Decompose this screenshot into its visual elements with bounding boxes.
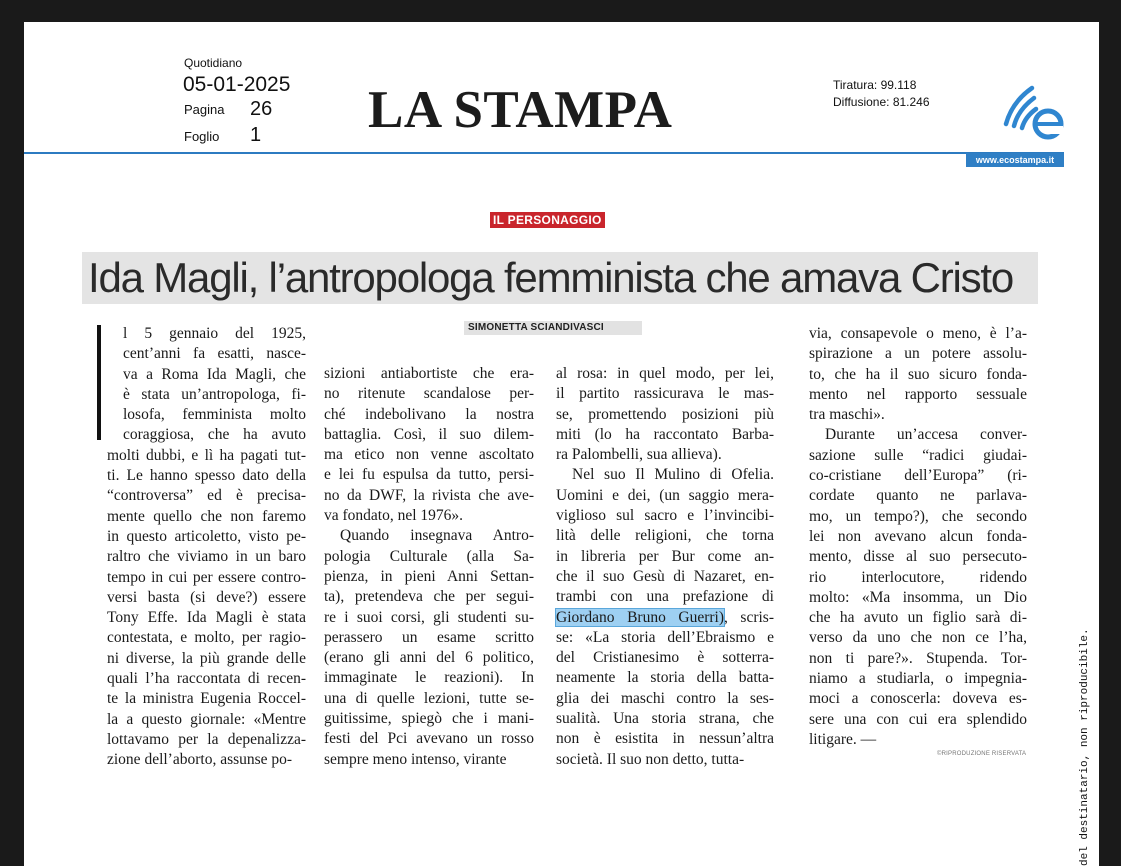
article-line: quali l’ha raccontata di recen- [107,670,306,688]
diffusione: Diffusione: 81.246 [833,95,930,109]
article-line: Tony Effe. Ida Magli è stata [107,609,306,627]
article-line: al rosa: in quel modo, per lei, [556,365,774,382]
article-line: via, consapevole o meno, è l’a- [809,325,1027,342]
vertical-notice: del destinatario, non riproducibile. [1079,628,1091,866]
article-line: contestata, e molto, per ragio- [107,629,306,647]
highlighted-name: Giordano Bruno Guerri) [556,608,724,626]
article-line: l 5 gennaio del 1925, [123,325,306,342]
article-line: del Cristianesimo è sotterra- [556,649,774,667]
article-line: Nel suo Il Mulino di Ofelia. [572,466,774,484]
article-line: rio interlocutore, ridendo [809,568,1027,586]
article-line: è stata un’antropologa, fi- [123,385,306,403]
article-headline: Ida Magli, l’antropologa femminista che amava Cristo [82,252,1038,304]
article-line: se, promettendo posizioni più [556,405,774,423]
article-line: te la ministra Eugenia Roccel- [107,690,306,708]
masthead: LA STAMPA [368,81,673,139]
article-line: neamente la storia della batta- [556,669,774,687]
article-column-4 [809,324,1027,750]
article-line: spirazione a un potere assolu- [809,345,1027,363]
article-line: Uomini e dei, (un saggio mera- [556,486,774,504]
article-line: lottavamo per la depenalizza- [107,730,306,748]
quotidiano-label: Quotidiano [184,56,243,70]
article-column-2 [324,364,534,770]
article-line: cordate quanto ne parlava- [809,487,1027,505]
article-line: litigare. — [809,730,877,748]
article-line: va a Roma Ida Magli, che [123,365,306,383]
pagina-label: Pagina [184,102,225,117]
article-byline: SIMONETTA SCIANDIVASCI [468,322,604,333]
article-line: società. Il suo non detto, tutta- [556,750,745,768]
article-line: viglioso sul sacro e l’invincibi- [556,507,774,525]
article-line: no da DWF, la rivista che ave- [324,486,534,504]
ecostampa-logo-icon [1002,80,1068,142]
article-line: niamo a studiarla, o impegnia- [809,670,1027,688]
article-line: che ha avuto un figlio sarà di- [809,609,1027,627]
article-line: ni diverse, la più grande delle [107,649,306,667]
article-line: glia dei maschi contro la ses- [556,689,774,707]
article-line: se: «La storia dell’Ebraismo e [556,628,774,646]
article-line: Durante un’accesa conver- [825,426,1027,444]
article-line: co-cristiane dell’Europa” (ri- [809,467,1027,485]
article-line: Quando insegnava Antro- [340,527,534,545]
article-line: molto: «Ma insomma, un Dio [809,588,1027,606]
article-line: tempo in cui per essere contro- [107,568,306,586]
article-line: cent’anni fa esatti, nasce- [123,345,306,363]
article-line: trambi con una prefazione di [556,588,774,606]
article-line: ra Palombelli, sua allieva). [556,446,722,464]
ecostampa-url: www.ecostampa.it [966,153,1064,167]
pagina-number: 26 [250,98,273,120]
article-line: ma etico non venne ascoltato [324,446,534,464]
article-line: una di quelle lezioni, tutte se- [324,689,534,707]
article-line: il partito rassicurava le mas- [556,385,774,403]
article-line: sizioni antiabortiste che era- [324,365,534,382]
article-line: moci a conoscerla: doveva es- [809,690,1027,708]
article-line: pologia Culturale (alla Sa- [324,547,534,565]
foglio-number: 1 [250,124,262,146]
article-line: versi basta (si deve?) essere [107,588,306,606]
foglio-label: Foglio [184,129,220,144]
article-line: va fondato, nel 1976». [324,507,464,525]
article-line: tra maschi». [809,406,885,424]
article-line: ti. Le hanno spesso dato della [107,467,306,485]
article-line: zione dell’aborto, assunse po- [107,751,293,769]
article-line: in libreria per Bur come an- [556,547,774,565]
article-line: pienza, in pieni Anni Settan- [324,567,534,585]
article-line: Giordano Bruno Guerri), scris- [556,608,774,626]
article-line: battaglia. Così, il suo dilem- [324,425,534,443]
header-rule [24,152,1064,154]
article-line: non ti pare?». Stupenda. Tor- [809,649,1027,667]
article-line: miti (lo ha raccontato Barba- [556,425,774,443]
article-line: mo, un tempo?), che secondo [809,507,1027,525]
article-line: to, che ha il suo sicuro fonda- [809,365,1027,383]
section-kicker: IL PERSONAGGIO [490,212,605,228]
article-line: sualità. Una storia strana, che [556,710,774,728]
article-line: coraggiosa, che ha avuto [123,426,306,444]
issue-date: 05-01-2025 [183,73,291,96]
article-line: no ritenute scandalose per- [324,385,534,403]
article-line: ta), pretendeva che per segui- [324,588,534,606]
article-line: raltro che viviamo in un baro [107,548,306,566]
article-line: lità delle religioni, che torna [556,527,774,545]
article-line: non è esistita in nessun’altra [556,730,774,748]
article-line: e lei fu espulsa da tutto, persi- [324,466,534,484]
article-line: mento, disse al suo persecuto- [809,548,1027,566]
article-column-3 [556,364,774,770]
article-line: “controversa” ed è precisa- [107,487,306,505]
article-line: guitissime, spiegò che i mani- [324,710,534,728]
article-line: che il suo Gesù di Nazaret, en- [556,567,774,585]
article-line: immaginate le reazioni). In [324,669,534,687]
newspaper-page [24,22,1099,866]
article-column-1 [107,324,306,771]
article-line: in questo articoletto, visto pe- [107,527,306,545]
article-line: perassero un esame scritto [324,628,534,646]
tiratura: Tiratura: 99.118 [833,78,917,92]
article-line: festi del Pci avevano un rosso [324,730,534,748]
article-line: la a questo giornale: «Mentre [107,710,306,728]
article-line: lei non avevano alcun fonda- [809,527,1027,545]
article-line: mente quello che non faremo [107,507,306,525]
article-line: ché indebolivano la nostra [324,405,534,423]
article-line: mento nel rapporto sessuale [809,385,1027,403]
article-line: sempre meno intenso, virante [324,750,507,768]
article-line: molti dubbi, e lì ha pagati tut- [107,446,306,464]
article-line: verso da uno che non ce l’ha, [809,629,1027,647]
reproduction-note: ©RIPRODUZIONE RISERVATA [937,751,1027,757]
article-line: losofa, femminista molto [123,406,306,424]
article-line: re i suoi corsi, gli studenti su- [324,608,534,626]
article-line: sere una con cui era splendido [809,710,1027,728]
article-line: sazione sulle “radici giudai- [809,446,1027,464]
article-line: (erano gli anni del 6 politico, [324,649,534,667]
drop-cap-letter [97,325,101,440]
